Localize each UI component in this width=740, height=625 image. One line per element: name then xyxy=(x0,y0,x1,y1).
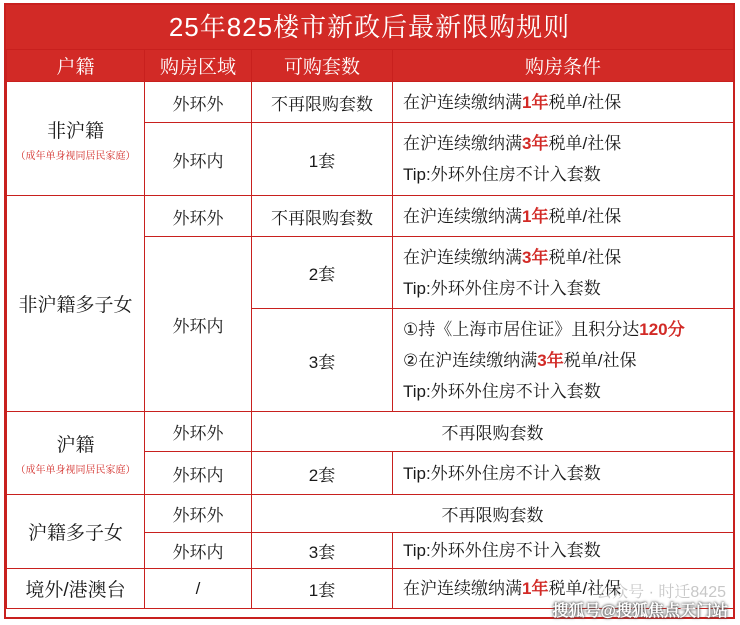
condition-cell: Tip:外环外住房不计入套数 xyxy=(393,533,734,569)
area-cell: 外环外 xyxy=(145,495,252,533)
merged-condition-cell: 不再限购套数 xyxy=(252,412,734,452)
purchase-rules-table xyxy=(6,49,734,609)
area-cell: 外环外 xyxy=(145,82,252,123)
page-title: 25年825楼市新政后最新限购规则 xyxy=(6,5,733,49)
condition-cell: 在沪连续缴纳满1年税单/社保 xyxy=(393,196,734,237)
area-cell: 外环外 xyxy=(145,412,252,452)
watermark-wechat: 公众号 · 时迁8425 xyxy=(596,584,726,601)
area-cell: 外环内 xyxy=(145,237,252,412)
group-note: （成年单身视同居民家庭） xyxy=(15,150,136,162)
count-cell: 2套 xyxy=(252,452,393,495)
count-cell: 1套 xyxy=(252,123,393,196)
header-huji: 户籍 xyxy=(7,50,145,82)
area-cell: 外环内 xyxy=(145,123,252,196)
header-condition: 购房条件 xyxy=(393,50,734,82)
count-cell: 不再限购套数 xyxy=(252,82,393,123)
tip-text: Tip:外环外住房不计入套数 xyxy=(403,165,601,184)
count-cell: 3套 xyxy=(252,309,393,412)
tip-text: Tip:外环外住房不计入套数 xyxy=(403,278,601,298)
group-label-local xyxy=(7,412,145,495)
count-cell: 2套 xyxy=(252,237,393,309)
group-label-non-local xyxy=(7,82,145,196)
table-row xyxy=(7,82,734,123)
area-cell: / xyxy=(145,569,252,609)
tip-text: Tip:外环外住房不计入套数 xyxy=(403,381,601,401)
condition-cell: Tip:外环外住房不计入套数 xyxy=(393,452,734,495)
count-cell: 3套 xyxy=(252,533,393,569)
count-cell: 1套 xyxy=(252,569,393,609)
group-label-non-local-multi-child: 非沪籍多子女 xyxy=(7,196,145,412)
table-row xyxy=(7,196,734,237)
group-label-text: 沪籍 xyxy=(56,435,95,456)
count-cell: 不再限购套数 xyxy=(252,196,393,237)
condition-cell: 在沪连续缴纳满3年税单/社保 Tip:外环外住房不计入套数 xyxy=(393,123,734,196)
table-row xyxy=(7,412,734,452)
group-label-overseas: 境外/港澳台 xyxy=(7,569,145,609)
merged-condition-cell: 不再限购套数 xyxy=(252,495,734,533)
header-count: 可购套数 xyxy=(252,50,393,82)
header-area: 购房区域 xyxy=(145,50,252,82)
group-label-text: 非沪籍 xyxy=(46,120,104,142)
condition-cell: 在沪连续缴纳满3年税单/社保 Tip:外环外住房不计入套数 xyxy=(393,237,734,309)
group-note: （成年单身视同居民家庭） xyxy=(15,465,136,476)
table-row xyxy=(7,495,734,533)
condition-cell: 在沪连续缴纳满1年税单/社保 xyxy=(393,82,734,123)
watermark-sohu: 搜狐号@搜狐焦点天门站 xyxy=(552,603,728,620)
area-cell: 外环外 xyxy=(145,196,252,237)
condition-cell: ①持《上海市居住证》且积分达120分 ②在沪连续缴纳满3年税单/社保 Tip:外环外住房不计入套数 xyxy=(393,309,734,412)
header-row xyxy=(7,50,734,82)
area-cell: 外环内 xyxy=(145,452,252,495)
condition-cell: 在沪连续缴纳满1年税单/社保 xyxy=(393,569,734,609)
area-cell: 外环内 xyxy=(145,533,252,569)
group-label-local-multi-child: 沪籍多子女 xyxy=(7,495,145,569)
